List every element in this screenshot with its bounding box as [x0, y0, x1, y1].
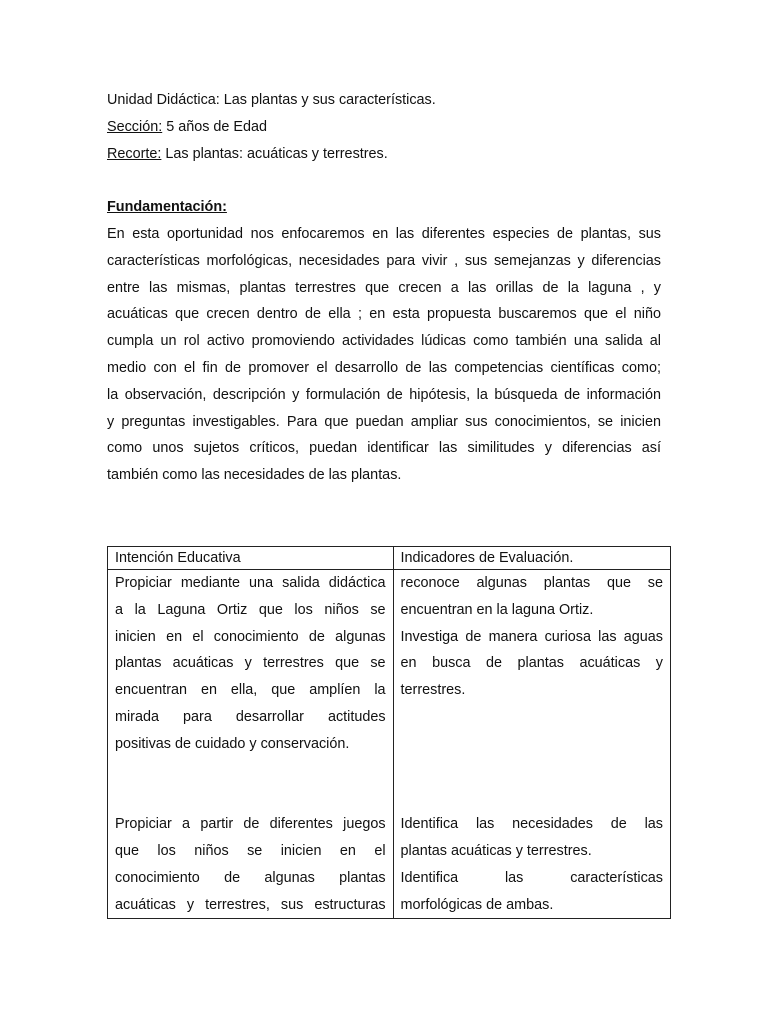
- paragraph-line: cumpla un rol activo promoviendo actividades lúdicas como también una salida al: [107, 333, 661, 350]
- cell-line: que los niños se inicien en el: [115, 842, 386, 859]
- spacer: [115, 758, 386, 812]
- paragraph-line: En esta oportunidad nos enfocaremos en las diferentes especies de plantas, sus: [107, 225, 661, 242]
- table-cell-indicadores: [393, 570, 670, 919]
- document-body: [107, 87, 661, 489]
- cell-line: morfológicas de ambas.: [400, 896, 554, 913]
- recorte-line: [107, 141, 661, 168]
- fundamentacion-title: Fundamentación:: [107, 199, 227, 216]
- cell-line: encuentran en la laguna Ortiz.: [400, 601, 594, 618]
- cell-line: plantas acuáticas y terrestres.: [400, 842, 592, 859]
- paragraph-line: medio con el fin de promover el desarrollo de las competencias científicas como;: [107, 359, 661, 376]
- cell-line: acuáticas y terrestres, sus estructuras: [115, 896, 386, 913]
- evaluation-table: [107, 546, 671, 919]
- seccion-label: Sección:: [107, 118, 163, 135]
- table-cell-intencion: [108, 570, 394, 919]
- cell-line: Identifica las necesidades de las: [400, 816, 663, 833]
- cell-line: en busca de plantas acuáticas y: [400, 655, 663, 672]
- cell-line: conocimiento de algunas plantas: [115, 869, 386, 886]
- unidad-line: Unidad Didáctica: Las plantas y sus características.: [107, 92, 436, 108]
- paragraph-line: entre las mismas, plantas terrestres que crecen a las orillas de la laguna , y: [107, 279, 661, 296]
- paragraph-line: y preguntas investigables. Para que puedan ampliar sus conocimientos, se inicien: [107, 413, 661, 430]
- recorte-value: Las plantas: acuáticas y terrestres.: [161, 145, 388, 162]
- cell-line: encuentran en ella, que amplíen la: [115, 682, 386, 699]
- cell-line: Identifica las características: [400, 869, 663, 886]
- seccion-value: 5 años de Edad: [162, 118, 268, 135]
- cell-line: inicien en el conocimiento de algunas: [115, 628, 386, 645]
- paragraph-line: como unos sujetos críticos, puedan identificar las similitudes y diferencias así: [107, 440, 661, 457]
- cell-line: Propiciar a partir de diferentes juegos: [115, 816, 386, 833]
- spacer: [107, 167, 661, 194]
- cell-line: mirada para desarrollar actitudes: [115, 708, 386, 725]
- seccion-line: [107, 114, 661, 141]
- header-intencion: Intención Educativa: [108, 547, 394, 570]
- paragraph-line: la observación, descripción y formulación de hipótesis, la búsqueda de información: [107, 386, 661, 403]
- cell-line: plantas acuáticas y terrestres que se: [115, 655, 386, 672]
- cell-line: Investiga de manera curiosa las aguas: [400, 628, 663, 645]
- cell-line: Propiciar mediante una salida didáctica: [115, 575, 386, 591]
- cell-line: reconoce algunas plantas que se: [400, 575, 663, 591]
- table-header-row: [108, 547, 671, 570]
- paragraph-line: características morfológicas, necesidades para vivir , sus semejanzas y diferencias: [107, 252, 661, 269]
- header-indicadores: Indicadores de Evaluación.: [393, 547, 670, 570]
- spacer: [401, 704, 663, 811]
- recorte-label: Recorte:: [107, 145, 162, 162]
- paragraph-line: acuáticas que crecen dentro de ella ; en esta propuesta buscaremos que el niño: [107, 306, 661, 323]
- fundamentacion-paragraph: [107, 221, 661, 489]
- paragraph-line: también como las necesidades de las plantas.: [107, 467, 402, 484]
- cell-line: terrestres.: [400, 682, 466, 699]
- cell-line: positivas de cuidado y conservación.: [115, 735, 350, 752]
- table-row: [108, 570, 671, 919]
- cell-line: a la Laguna Ortiz que los niños se: [115, 601, 386, 618]
